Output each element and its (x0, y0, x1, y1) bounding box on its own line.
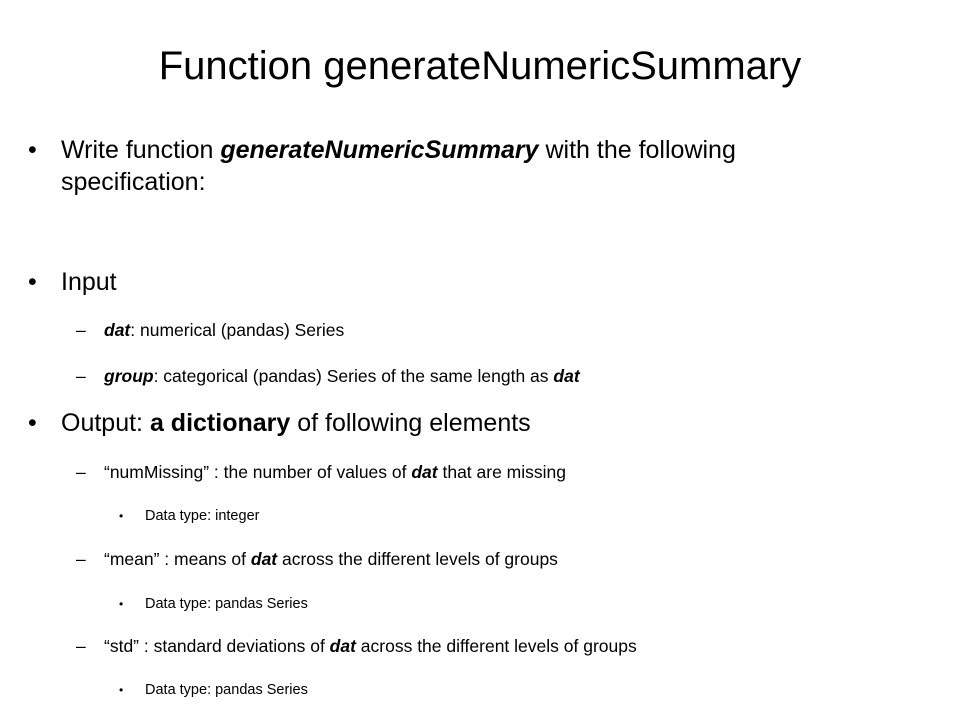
bullet-mark: • (119, 597, 124, 611)
param-name: dat (104, 320, 131, 340)
param-name: group (104, 366, 154, 386)
output-key: “std” : standard deviations of (104, 636, 330, 656)
output-item-text (104, 548, 558, 570)
output-key: “numMissing” : the number of values of (104, 462, 412, 482)
output-ref: dat (250, 549, 278, 569)
output-label (61, 407, 531, 439)
input-item-text (104, 365, 580, 387)
intro-line-1 (61, 134, 736, 166)
dash-mark: – (76, 320, 86, 340)
bullet-mark: • (28, 136, 37, 164)
output-key: “mean” : means of (104, 549, 251, 569)
intro-line-2: specification: (61, 168, 206, 196)
param-ref: dat (553, 366, 580, 386)
output-rest: across the different levels of groups (355, 636, 637, 656)
function-name: generateNumericSummary (220, 136, 539, 164)
output-rest: that are missing (437, 462, 566, 482)
bullet-mark: • (28, 409, 37, 437)
dash-mark: – (76, 366, 86, 386)
data-type-text: Data type: pandas Series (145, 596, 308, 612)
param-desc: : categorical (pandas) Series of the same length as (153, 366, 554, 386)
intro-text-after: with the following (538, 136, 736, 164)
bullet-mark: • (119, 509, 124, 523)
input-label: Input (61, 268, 117, 296)
output-ref: dat (411, 462, 438, 482)
param-desc: : numerical (pandas) Series (130, 320, 345, 340)
output-emphasis: a dictionary (149, 409, 291, 437)
output-suffix: of following elements (290, 409, 531, 437)
data-type-text: Data type: pandas Series (145, 682, 308, 698)
dash-mark: – (76, 462, 86, 482)
output-ref: dat (329, 636, 356, 656)
bullet-mark: • (119, 683, 124, 697)
dash-mark: – (76, 549, 86, 569)
output-rest: across the different levels of groups (277, 549, 558, 569)
intro-text-before: Write function (61, 136, 221, 164)
bullet-mark: • (28, 268, 37, 296)
dash-mark: – (76, 636, 86, 656)
slide-title: Function generateNumericSummary (158, 44, 802, 88)
output-item-text (104, 635, 637, 657)
output-prefix: Output: (61, 409, 150, 437)
output-item-text (104, 461, 566, 483)
input-item-text (104, 319, 344, 341)
data-type-text: Data type: integer (145, 508, 260, 524)
